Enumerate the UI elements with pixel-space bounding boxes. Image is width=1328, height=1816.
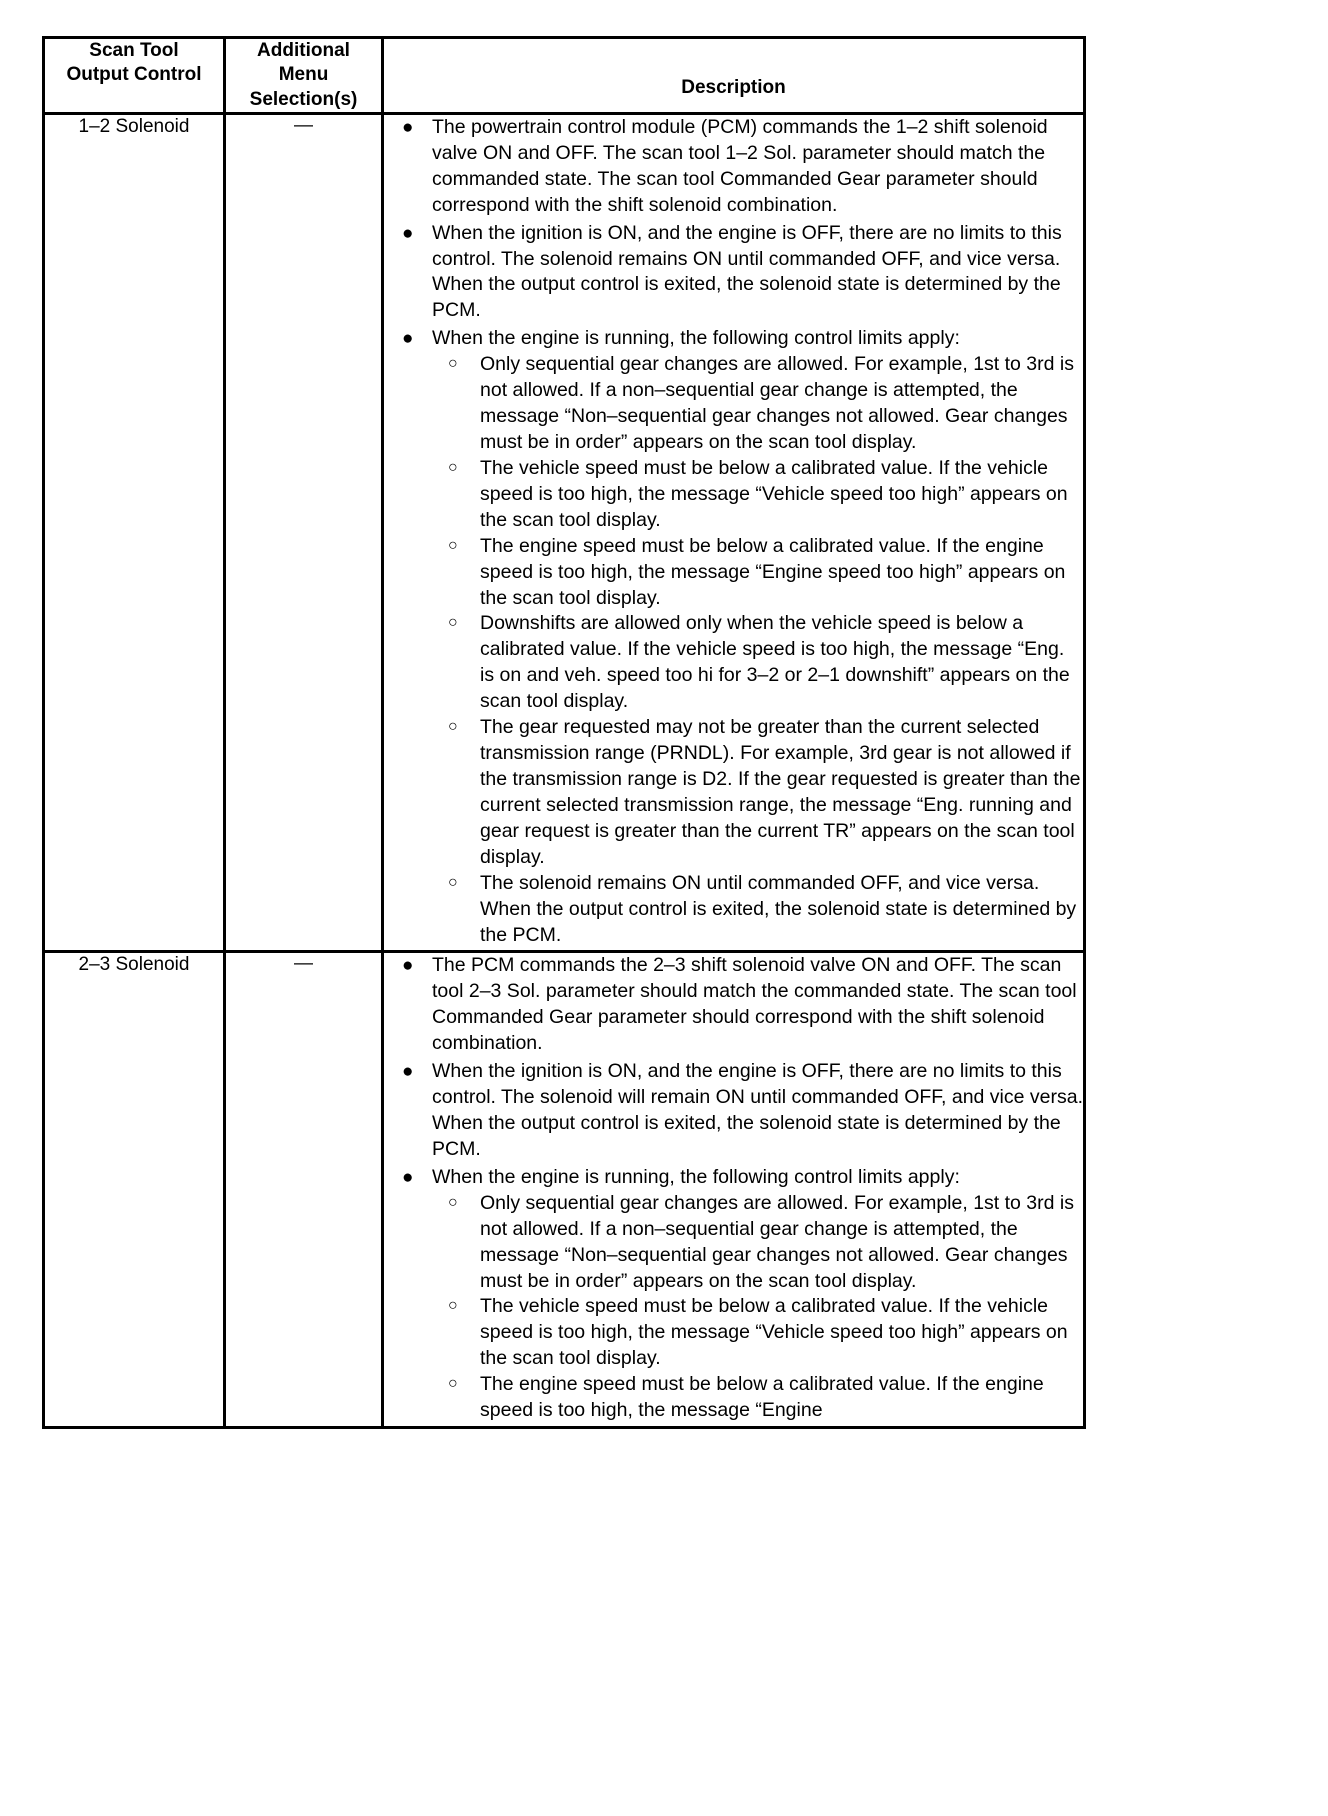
bullet-text: The powertrain control module (PCM) commands the 1–2 shift solenoid valve ON and OFF. The scan tool 1–2 Sol. parameter should match the commanded state. The scan tool Commanded Gear parameter should correspond with the shift solenoid combination. — [432, 115, 1048, 216]
bullet-marker-icon: ● — [402, 1061, 414, 1083]
sub-bullet-text: Only sequential gear changes are allowed. For example, 1st to 3rd is not allowed. If a non–sequential gear change is attempted, the message “Non–sequential gear changes not allowed. Gear changes must be in order” appears on the scan tool display. — [480, 1191, 1074, 1292]
column-header-line-2: Menu — [278, 64, 329, 86]
bullet-item — [384, 1059, 1083, 1163]
sub-bullet-marker-icon: ○ — [448, 355, 458, 373]
column-header-description: Description — [383, 38, 1085, 114]
sub-bullet-text: Only sequential gear changes are allowed. For example, 1st to 3rd is not allowed. If a non–sequential gear change is attempted, the message “Non–sequential gear changes not allowed. Gear changes must be in order” appears on the scan tool display. — [480, 353, 1074, 453]
bullet-marker-icon: ● — [402, 1166, 414, 1188]
bullet-text: When the engine is running, the following control limits apply: — [432, 1165, 960, 1188]
scan-tool-output-control-table — [42, 36, 1086, 1429]
document-page — [42, 36, 1086, 1429]
sub-bullet-list — [432, 1191, 1083, 1424]
sub-bullet-text: The vehicle speed must be below a calibrated value. If the vehicle speed is too high, the message “Vehicle speed too high” appears on the scan tool display. — [480, 1295, 1068, 1370]
sub-bullet-text: Downshifts are allowed only when the vehicle speed is below a calibrated value. If the vehicle speed is too high, the message “Eng. is on and veh. speed too hi for 3–2 or 2–1 downshift” appears on the scan tool display. — [480, 612, 1070, 713]
bullet-item — [384, 953, 1083, 1057]
sub-bullet-text: The engine speed must be below a calibrated value. If the engine speed is too high, the message “Engine speed too high” appears on the scan tool display. — [480, 534, 1066, 609]
bullet-item — [384, 221, 1083, 325]
sub-bullet-text: The vehicle speed must be below a calibrated value. If the vehicle speed is too high, the message “Vehicle speed too high” appears on the scan tool display. — [480, 456, 1068, 531]
sub-bullet-item — [432, 534, 1083, 612]
sub-bullet-list — [432, 352, 1083, 948]
bullet-marker-icon: ● — [402, 955, 414, 977]
column-header-line-2: Output Control — [66, 64, 202, 86]
sub-bullet-marker-icon: ○ — [448, 718, 458, 736]
sub-bullet-item — [432, 1294, 1083, 1372]
column-header-line-3: Selection(s) — [249, 88, 358, 110]
sub-bullet-item — [432, 456, 1083, 534]
description-bullet-list — [384, 115, 1083, 949]
sub-bullet-marker-icon: ○ — [448, 536, 458, 554]
bullet-item — [384, 326, 1083, 948]
bullet-text: When the ignition is ON, and the engine is OFF, there are no limits to this control. The solenoid will remain ON until commanded OFF, and vice versa. When the output control is exited, the solenoid state is determined by the PCM. — [432, 1060, 1084, 1160]
bullet-text: When the ignition is ON, and the engine is OFF, there are no limits to this control. The solenoid remains ON until commanded OFF, and vice versa. When the output control is exited, the solenoid state is determined by the PCM. — [432, 221, 1062, 322]
sub-bullet-item — [432, 871, 1083, 949]
sub-bullet-item — [432, 352, 1083, 456]
sub-bullet-marker-icon: ○ — [448, 1375, 458, 1393]
table-header-row — [44, 38, 1085, 114]
cell-description — [383, 952, 1085, 1428]
sub-bullet-marker-icon: ○ — [448, 873, 458, 891]
cell-output-control-name: 1–2 Solenoid — [44, 113, 225, 952]
column-header-line-1: Additional — [257, 40, 350, 61]
cell-description — [383, 113, 1085, 952]
table-row — [44, 113, 1085, 952]
sub-bullet-item — [432, 1372, 1083, 1424]
bullet-text: When the engine is running, the following control limits apply: — [432, 327, 960, 350]
description-bullet-list — [384, 953, 1083, 1424]
sub-bullet-text: The solenoid remains ON until commanded OFF, and vice versa. When the output control is exited, the solenoid state is determined by the PCM. — [480, 871, 1077, 946]
column-header-line-1: Scan Tool — [89, 40, 179, 61]
sub-bullet-marker-icon: ○ — [448, 614, 458, 632]
cell-output-control-name: 2–3 Solenoid — [44, 952, 225, 1428]
cell-additional-menu-selection: — — [225, 113, 383, 952]
table-body — [44, 113, 1085, 1427]
sub-bullet-item — [432, 1191, 1083, 1295]
sub-bullet-text: The engine speed must be below a calibrated value. If the engine speed is too high, the message “Engine — [480, 1373, 1044, 1422]
sub-bullet-marker-icon: ○ — [448, 458, 458, 476]
sub-bullet-text: The gear requested may not be greater than the current selected transmission range (PRNDL). For example, 3rd gear is not allowed if the transmission range is D2. If the gear requested is greater than the current selected transmission range, the message “Eng. running and gear request is greater than the current TR” appears on the scan tool display. — [480, 716, 1081, 868]
column-header-additional-menu-selections — [225, 38, 383, 114]
bullet-text: The PCM commands the 2–3 shift solenoid valve ON and OFF. The scan tool 2–3 Sol. parameter should match the commanded state. The scan tool Commanded Gear parameter should correspond with the shift solenoid combination. — [432, 954, 1077, 1055]
sub-bullet-marker-icon: ○ — [448, 1297, 458, 1315]
bullet-marker-icon: ● — [402, 328, 414, 350]
bullet-marker-icon: ● — [402, 222, 414, 244]
bullet-marker-icon: ● — [402, 116, 414, 138]
sub-bullet-item — [432, 611, 1083, 715]
sub-bullet-marker-icon: ○ — [448, 1193, 458, 1211]
column-header-scan-tool-output-control — [44, 38, 225, 114]
table-row — [44, 952, 1085, 1428]
bullet-item — [384, 1165, 1083, 1424]
sub-bullet-item — [432, 715, 1083, 871]
bullet-item — [384, 115, 1083, 219]
cell-additional-menu-selection: — — [225, 952, 383, 1428]
